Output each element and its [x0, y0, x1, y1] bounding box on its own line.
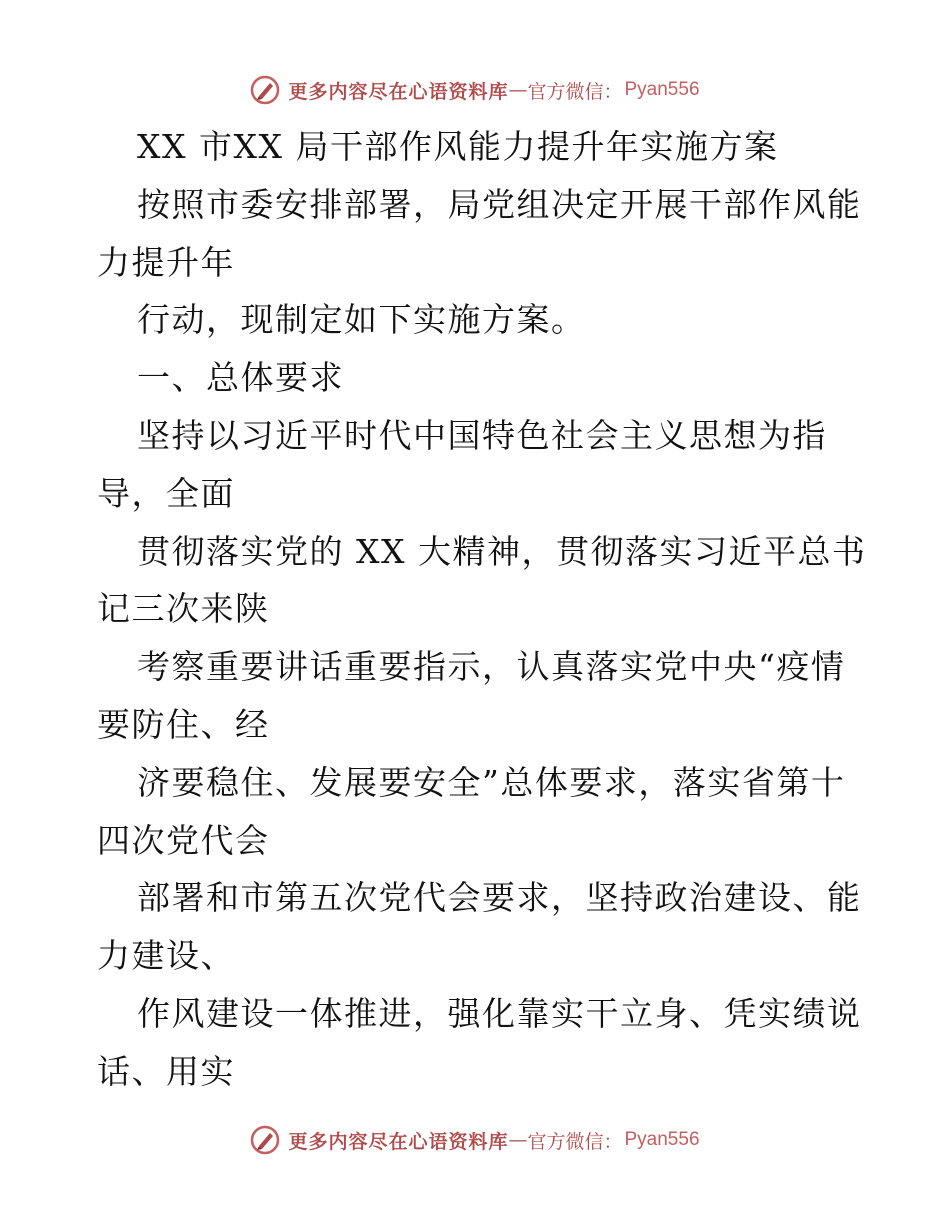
- footer-watermark: [0, 1120, 950, 1160]
- section-heading: 一、总体要求: [137, 358, 344, 398]
- paragraph-line: 贯彻落实党的 XX 大精神，贯彻落实习近平总书: [137, 531, 867, 571]
- paragraph-line: 行动，现制定如下实施方案。: [137, 300, 586, 340]
- paragraph-line: 话、用实: [97, 1051, 235, 1091]
- watermark-wechat-label: 官方微信：: [527, 80, 623, 103]
- document-body: [97, 118, 867, 1101]
- paragraph-line: 记三次来陕: [97, 589, 270, 629]
- watermark-wechat-id: Pyan556: [624, 1129, 700, 1150]
- document-title: XX 市XX 局干部作风能力提升年实施方案: [137, 127, 779, 166]
- pen-logo-icon: [250, 1125, 280, 1155]
- paragraph-line: 济要稳住、发展要安全”总体要求，落实省第十: [137, 762, 846, 802]
- paragraph-line: 力提升年: [97, 242, 235, 282]
- paragraph-line: 部署和市第五次党代会要求，坚持政治建设、能: [137, 878, 862, 918]
- paragraph-line: 坚持以习近平时代中国特色社会主义思想为指: [137, 415, 827, 455]
- watermark-wechat-id: Pyan556: [624, 79, 700, 100]
- watermark-wechat-label: 官方微信：: [527, 1130, 623, 1153]
- header-watermark: [0, 70, 950, 110]
- paragraph-line: 考察重要讲话重要指示，认真落实党中央“疫情: [137, 647, 846, 687]
- watermark-brand: 更多内容尽在心语资料库: [288, 80, 509, 103]
- paragraph-line: 导，全面: [97, 473, 235, 513]
- paragraph-line: 作风建设一体推进，强化靠实干立身、凭实绩说: [137, 993, 862, 1033]
- watermark-separator: —: [508, 79, 528, 101]
- paragraph-line: 力建设、: [97, 936, 235, 976]
- paragraph-line: 要防住、经: [97, 704, 270, 744]
- pen-logo-icon: [250, 75, 280, 105]
- watermark-separator: —: [508, 1129, 528, 1151]
- paragraph-line: 四次党代会: [97, 820, 270, 860]
- paragraph-line: 按照市委安排部署，局党组决定开展干部作风能: [137, 184, 862, 224]
- watermark-brand: 更多内容尽在心语资料库: [288, 1130, 509, 1153]
